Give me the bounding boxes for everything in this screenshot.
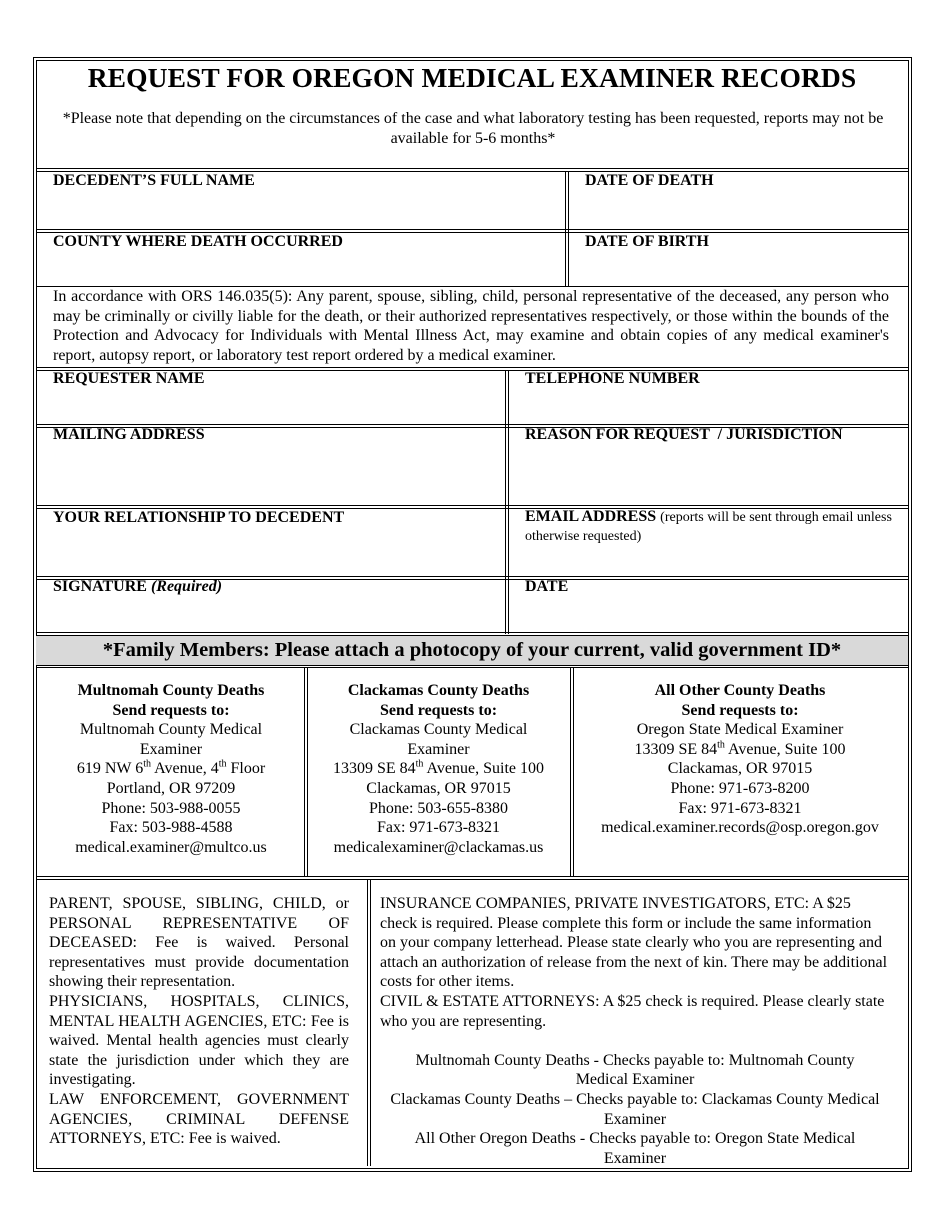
other-county-office-name: Oregon State Medical Examiner xyxy=(636,721,844,739)
decedent-name-field[interactable] xyxy=(36,171,565,229)
decedent-name-label: DECEDENT’S FULL NAME xyxy=(53,172,255,189)
pay-multnomah-text: Multnomah County Deaths - Checks payable to: Multnomah County Medical Examiner xyxy=(415,1051,855,1089)
clackamas-street xyxy=(317,759,560,779)
divider xyxy=(36,879,908,880)
email-note: (reports will be sent through email unless otherwise requested) xyxy=(525,510,892,544)
relationship-field[interactable] xyxy=(36,508,505,576)
clackamas-office-block xyxy=(317,681,560,857)
divider xyxy=(36,876,908,877)
email-field[interactable] xyxy=(508,508,908,576)
fee-waived-block xyxy=(49,894,349,1149)
multnomah-office-block xyxy=(60,681,282,857)
other-county-street-b: Avenue, Suite 100 xyxy=(724,740,846,758)
multnomah-send-to: Send requests to: xyxy=(112,701,230,719)
other-county-send-to: Send requests to: xyxy=(681,701,799,719)
multnomah-street-c: Floor xyxy=(226,760,266,778)
clackamas-fax: Fax: 971-673-8321 xyxy=(376,819,501,837)
multnomah-office-name: Multnomah County Medical Examiner xyxy=(79,721,263,758)
multnomah-email[interactable]: medical.examiner@multco.us xyxy=(75,838,267,856)
multnomah-phone: Phone: 503-988-0055 xyxy=(101,799,241,817)
other-county-street-a: 13309 SE 84 xyxy=(634,740,718,758)
multnomah-city: Portland, OR 97209 xyxy=(106,779,236,797)
clackamas-street-sup-a: th xyxy=(415,759,424,771)
date-of-death-label: DATE OF DEATH xyxy=(585,172,714,189)
mailing-address-field[interactable] xyxy=(36,427,505,505)
multnomah-street-sup-b: th xyxy=(218,759,227,771)
signature-required: (Required) xyxy=(150,578,223,595)
relationship-label: YOUR RELATIONSHIP TO DECEDENT xyxy=(53,509,345,526)
other-county-email[interactable]: medical.examiner.records@osp.oregon.gov xyxy=(601,819,879,837)
fee-law-enforcement-text: LAW ENFORCEMENT, GOVERNMENT AGENCIES, CRIMINAL DEFENSE ATTORNEYS, ETC: Fee is waived. xyxy=(49,1090,349,1148)
divider xyxy=(307,667,308,876)
fee-insurance-text: INSURANCE COMPANIES, PRIVATE INVESTIGATORS, ETC: A $25 check is required. Please complete this form or include the same information on your company letterhead. Please state clearly who you are representing and attach an authorization of release from the next of kin. There may be additional costs for other items. xyxy=(380,895,888,991)
date-of-birth-label: DATE OF BIRTH xyxy=(585,233,709,250)
telephone-field[interactable] xyxy=(508,370,908,424)
requester-name-label: REQUESTER NAME xyxy=(53,370,205,387)
county-of-death-label: COUNTY WHERE DEATH OCCURRED xyxy=(53,233,343,250)
clackamas-city: Clackamas, OR 97015 xyxy=(366,779,511,797)
signature-field[interactable] xyxy=(36,579,505,634)
clackamas-office-name: Clackamas County Medical Examiner xyxy=(349,721,528,758)
divider xyxy=(36,229,908,230)
form-title: REQUEST FOR OREGON MEDICAL EXAMINER RECORDS xyxy=(87,62,857,93)
clackamas-heading: Clackamas County Deaths xyxy=(347,682,530,699)
multnomah-street xyxy=(60,759,282,779)
clackamas-phone: Phone: 503-655-8380 xyxy=(368,799,509,817)
divider xyxy=(570,667,571,876)
reason-jurisdiction-label: REASON FOR REQUEST / JURISDICTION xyxy=(525,426,843,443)
clackamas-send-to: Send requests to: xyxy=(379,701,498,719)
divider xyxy=(505,370,506,634)
multnomah-street-b: Avenue, 4 xyxy=(151,760,219,778)
clackamas-street-a: 13309 SE 84 xyxy=(332,760,416,778)
clackamas-street-b: Avenue, Suite 100 xyxy=(423,760,545,778)
signature-label xyxy=(53,577,222,597)
divider xyxy=(304,667,305,876)
telephone-label: TELEPHONE NUMBER xyxy=(525,370,700,387)
date-of-death-field[interactable] xyxy=(568,171,908,229)
divider xyxy=(367,879,368,1166)
other-county-heading: All Other County Deaths xyxy=(654,682,826,699)
multnomah-street-sup-a: th xyxy=(143,759,151,771)
other-county-phone: Phone: 971-673-8200 xyxy=(670,779,810,797)
fee-required-block xyxy=(380,894,890,1168)
divider xyxy=(36,505,908,506)
fee-attorneys-text: CIVIL & ESTATE ATTORNEYS: A $25 check is required. Please clearly state who you are representing. xyxy=(380,992,885,1030)
pay-clackamas-text: Clackamas County Deaths – Checks payable to: Clackamas County Medical Examiner xyxy=(390,1090,880,1128)
date-of-birth-field[interactable] xyxy=(568,232,908,286)
email-label-text: EMAIL ADDRESS xyxy=(525,508,657,525)
county-of-death-field[interactable] xyxy=(36,232,565,286)
fee-physicians-text: PHYSICIANS, HOSPITALS, CLINICS, MENTAL HEALTH AGENCIES, ETC: Fee is waived. Mental health agencies must clearly state the jurisdiction under which they are investigating. xyxy=(49,992,349,1089)
reason-jurisdiction-field[interactable] xyxy=(508,427,908,505)
date-label: DATE xyxy=(525,578,569,595)
multnomah-heading: Multnomah County Deaths xyxy=(77,682,265,699)
other-county-street xyxy=(580,740,900,760)
divider xyxy=(573,667,574,876)
multnomah-street-a: 619 NW 6 xyxy=(76,760,144,778)
divider xyxy=(36,367,908,368)
clackamas-email[interactable]: medicalexaminer@clackamas.us xyxy=(333,838,544,856)
divider xyxy=(36,168,908,169)
fee-family-text: PARENT, SPOUSE, SIBLING, CHILD, or PERSONAL REPRESENTATIVE OF DECEASED: Fee is waived. Personal representatives must provide documentation showing their representation. xyxy=(49,895,349,991)
processing-time-note: *Please note that depending on the circumstances of the case and what laboratory testing has been requested, reports may not be available for 5-6 months* xyxy=(62,110,884,147)
divider xyxy=(36,632,908,633)
other-county-street-sup-a: th xyxy=(717,739,725,751)
pay-other-text: All Other Oregon Deaths - Checks payable to: Oregon State Medical Examiner xyxy=(414,1130,856,1167)
family-id-banner: *Family Members: Please attach a photocopy of your current, valid government ID* xyxy=(36,635,908,666)
mailing-address-label: MAILING ADDRESS xyxy=(53,426,205,443)
divider xyxy=(370,879,371,1166)
email-label xyxy=(525,508,895,546)
multnomah-fax: Fax: 503-988-4588 xyxy=(109,819,233,837)
spacer xyxy=(380,1031,890,1051)
other-county-city: Clackamas, OR 97015 xyxy=(667,760,813,778)
date-field[interactable] xyxy=(508,579,908,634)
requester-name-field[interactable] xyxy=(36,370,505,424)
signature-label-text: SIGNATURE xyxy=(53,578,147,595)
divider xyxy=(36,667,908,668)
ors-statute-text: In accordance with ORS 146.035(5): Any parent, spouse, sibling, child, personal representative of the deceased, any person who may be criminally or civilly liable for the death, or their authorized representatives respectively, or those within the bounds of the Protection and Advocacy for Individuals with Mental Illness Act, may examine and obtain copies of any medical examiner's report, autopsy report, or laboratory test report ordered by a medical examiner. xyxy=(53,288,889,365)
other-county-office-block xyxy=(580,681,900,838)
other-county-fax: Fax: 971-673-8321 xyxy=(678,799,802,817)
